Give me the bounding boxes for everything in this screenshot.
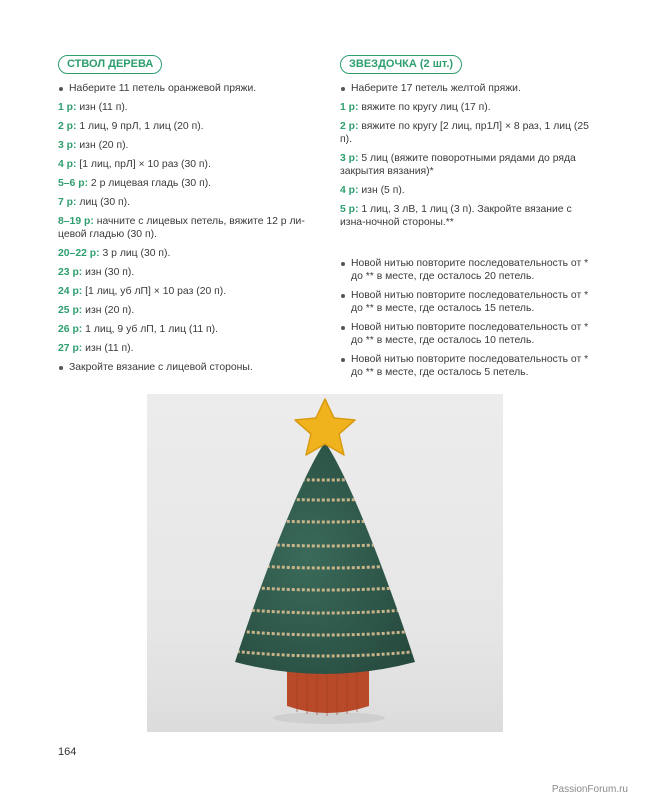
instruction-row: 25 р: изн (20 п). xyxy=(58,305,135,316)
instruction-row: 8–19 р: начните с лицевых петель, вяжите 12 р ли-цевой гладью (30 п). xyxy=(58,216,305,240)
instruction-row: 2 р: 1 лиц, 9 прЛ, 1 лиц (20 п). xyxy=(58,121,204,132)
spacer xyxy=(340,235,600,257)
watermark: PassionForum.ru xyxy=(551,784,628,795)
instruction-row: 4 р: [1 лиц, прЛ] × 10 раз (30 п). xyxy=(58,159,211,170)
christmas-tree-icon xyxy=(147,394,503,732)
instruction-row: 3 р: изн (20 п). xyxy=(58,140,129,151)
instruction-item: Наберите 11 петель оранжевой пряжи. xyxy=(58,82,308,95)
instruction-item: Закройте вязание с лицевой стороны. xyxy=(58,361,308,374)
instruction-row: 2 р: вяжите по кругу [2 лиц, пр1Л] × 8 раз, 1 лиц (25 п). xyxy=(340,121,589,145)
trunk-section-title: СТВОЛ ДЕРЕВА xyxy=(58,55,162,74)
repeat-item: Новой нитью повторите последовательность от * до ** в месте, где осталось 15 петель. xyxy=(340,289,600,315)
instruction-row: 7 р: лиц (30 п). xyxy=(58,197,130,208)
instruction-row: 5–6 р: 2 р лицевая гладь (30 п). xyxy=(58,178,212,189)
repeat-item: Новой нитью повторите последовательность от * до ** в месте, где осталось 10 петель. xyxy=(340,321,600,347)
tree-cone xyxy=(235,442,415,674)
page-number: 164 xyxy=(58,746,77,758)
instruction-row: 23 р: изн (30 п). xyxy=(58,267,135,278)
star-section xyxy=(340,55,600,385)
trunk-section xyxy=(58,55,308,380)
repeat-item: Новой нитью повторите последовательность от * до ** в месте, где осталось 20 петель. xyxy=(340,257,600,283)
star-section-title: ЗВЕЗДОЧКА (2 шт.) xyxy=(340,55,462,74)
knitted-christmas-tree-photo xyxy=(147,394,503,732)
instruction-row: 26 р: 1 лиц, 9 уб лП, 1 лиц (11 п). xyxy=(58,324,219,335)
instruction-row: 5 р: 1 лиц, 3 лВ, 1 лиц (3 п). Закройте вязание с изна-ночной стороны.** xyxy=(340,204,572,228)
instruction-item: Наберите 17 петель желтой пряжи. xyxy=(340,82,600,95)
instruction-row: 4 р: изн (5 п). xyxy=(340,185,405,196)
instruction-row: 1 р: изн (11 п). xyxy=(58,102,128,113)
repeat-item: Новой нитью повторите последовательность от * до ** в месте, где осталось 5 петель. xyxy=(340,353,600,379)
instruction-row: 24 р: [1 лиц, уб лП] × 10 раз (20 п). xyxy=(58,286,227,297)
instruction-row: 20–22 р: 3 р лиц (30 п). xyxy=(58,248,171,259)
instruction-row: 1 р: вяжите по кругу лиц (17 п). xyxy=(340,102,491,113)
instruction-row: 27 р: изн (11 п). xyxy=(58,343,134,354)
instruction-row: 3 р: 5 лиц (вяжите поворотными рядами до ряда закрытия вязания)* xyxy=(340,153,576,177)
